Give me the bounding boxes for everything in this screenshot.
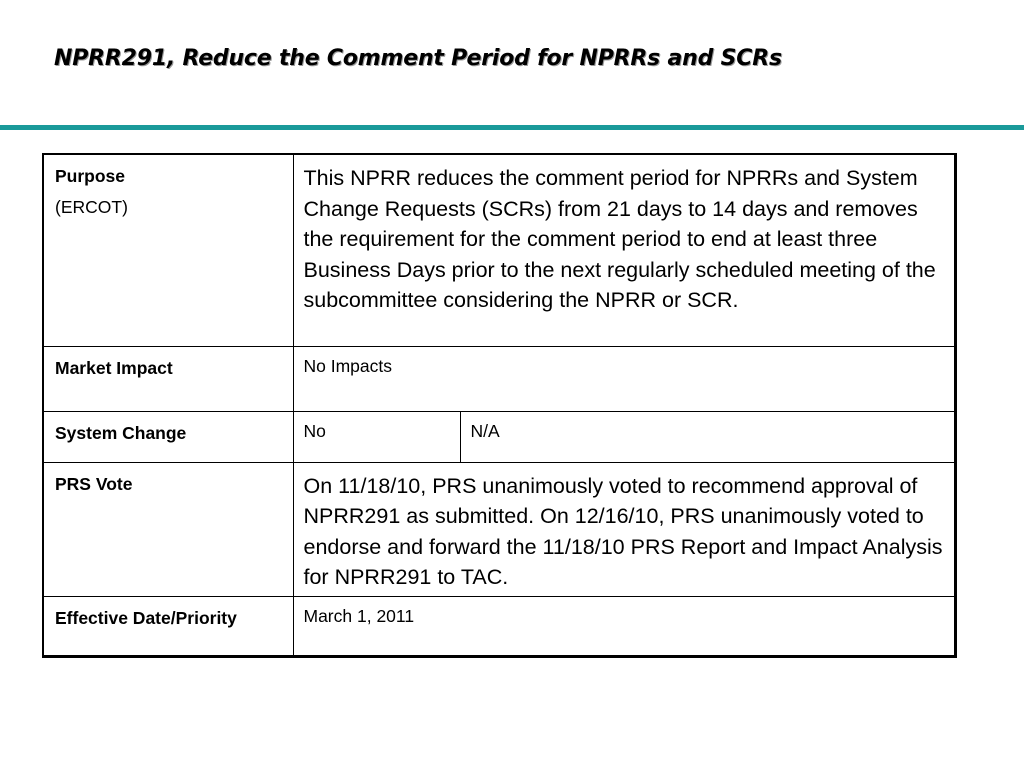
system-change-detail: N/A xyxy=(460,411,956,462)
market-impact-value: No Impacts xyxy=(293,346,956,411)
effective-date-value: March 1, 2011 xyxy=(293,596,956,656)
title-divider xyxy=(0,125,1024,130)
slide-title: NPRR291, Reduce the Comment Period for NPRRs and SCRs xyxy=(54,46,782,71)
prs-vote-value: On 11/18/10, PRS unanimously voted to recommend approval of NPRR291 as submitted. On 12/16/10, PRS unanimously voted to endorse and forward the 11/18/10 PRS Report and Impact Analysis for NPRR291 to TAC. xyxy=(293,462,956,596)
purpose-sublabel: (ERCOT) xyxy=(55,197,128,217)
prs-vote-label: PRS Vote xyxy=(43,462,293,596)
system-change-value: No xyxy=(293,411,460,462)
nprr-info-table xyxy=(42,153,957,658)
purpose-label: Purpose xyxy=(55,166,126,186)
purpose-value: This NPRR reduces the comment period for NPRRs and System Change Requests (SCRs) from 21 days to 14 days and removes the requirement for the comment period to end at least three Business Days prior to the next regularly scheduled meeting of the subcommittee considering the NPRR or SCR. xyxy=(293,154,956,346)
table-row-purpose xyxy=(43,154,956,346)
row-label-cell xyxy=(43,154,293,346)
system-change-label: System Change xyxy=(43,411,293,462)
market-impact-label: Market Impact xyxy=(43,346,293,411)
table-row-market-impact xyxy=(43,346,956,411)
table-row-system-change xyxy=(43,411,956,462)
effective-date-label: Effective Date/Priority xyxy=(43,596,293,656)
table-row-prs-vote xyxy=(43,462,956,596)
table-row-effective-date xyxy=(43,596,956,656)
